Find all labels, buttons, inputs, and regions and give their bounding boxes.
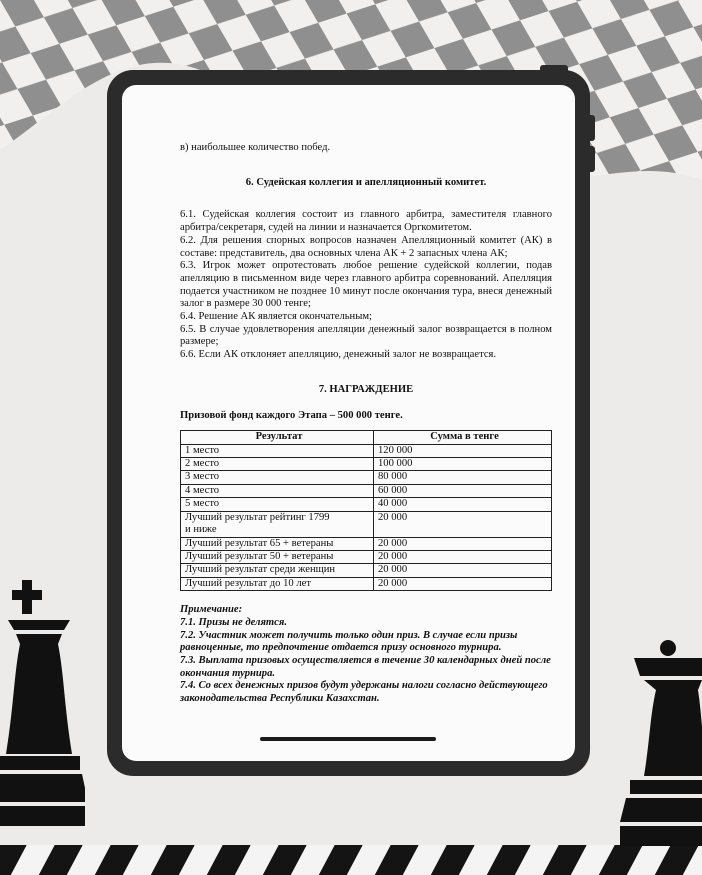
table-row (181, 537, 552, 550)
paragraph-6-4: 6.4. Решение АК является окончательным; (180, 311, 372, 323)
prize-fund-line: Призовой фонд каждого Этапа – 500 000 тенге. (180, 409, 403, 421)
paragraph-6-3: 6.3. Игрок может опротестовать любое решение судейской коллегии, подав апелляцию в письменном виде через главного арбитра соревнований. Апелляция подается участником не позднее 10 минут после окончания тура, внеся денежный залог в размере 30 000 тенге; (180, 260, 552, 310)
result-cell: 4 место (181, 484, 374, 497)
paragraph-6-5: 6.5. В случае удовлетворения апелляции денежный залог возвращается в полном размере; (180, 323, 552, 348)
amount-cell: 60 000 (374, 484, 552, 497)
amount-cell: 100 000 (374, 458, 552, 471)
note-7-3: 7.3. Выплата призовых осуществляется в течение 30 календарных дней после окончания турнира. (180, 654, 551, 679)
amount-cell: 20 000 (374, 550, 552, 563)
amount-cell: 20 000 (374, 564, 552, 577)
result-cell: Лучший результат 65 + ветераны (181, 537, 374, 550)
amount-cell: 20 000 (374, 577, 552, 590)
paragraph-6-1: 6.1. Судейская коллегия состоит из главного арбитра, заместителя главного арбитра/секретаря, судей на линии и назначается Оргкомитетом. (180, 209, 552, 234)
table-row (181, 444, 552, 457)
home-indicator[interactable] (260, 737, 436, 741)
result-cell: Лучший результат до 10 лет (181, 577, 374, 590)
table-row (181, 458, 552, 471)
amount-cell: 20 000 (374, 511, 552, 537)
chess-king-icon (0, 580, 85, 845)
notes-heading: Примечание: (180, 604, 243, 616)
result-cell: 2 место (181, 458, 374, 471)
table-row (181, 577, 552, 590)
result-cell: Лучший результат среди женщин (181, 564, 374, 577)
prize-table (180, 430, 552, 591)
amount-cell: 20 000 (374, 537, 552, 550)
amount-cell: 80 000 (374, 471, 552, 484)
chess-queen-icon (620, 640, 702, 850)
notes-block (180, 604, 552, 706)
note-7-1: 7.1. Призы не делятся. (180, 616, 287, 628)
section-6-title: 6. Судейская коллегия и апелляционный комитет. (245, 176, 487, 188)
result-cell: 1 место (181, 444, 374, 457)
result-cell: 5 место (181, 498, 374, 511)
table-row (181, 484, 552, 497)
amount-cell: 120 000 (374, 444, 552, 457)
result-cell: 3 место (181, 471, 374, 484)
note-7-2: 7.2. Участник может получить только один приз. В случае если призы равноценные, то предпочтение отдается призу основного турнира. (180, 629, 518, 654)
tablet-frame (107, 70, 590, 776)
table-row (181, 550, 552, 563)
amount-cell: 40 000 (374, 498, 552, 511)
tablet-screen (122, 85, 575, 761)
paragraph-6-2: 6.2. Для решения спорных вопросов назначен Апелляционный комитет (АК) в составе: представитель, два основных члена АК + 2 запасных члена АК; (180, 234, 552, 259)
paragraph-6-6: 6.6. Если АК отклоняет апелляцию, денежный залог не возвращается. (180, 349, 497, 361)
document-page (180, 142, 552, 706)
table-row (181, 511, 552, 537)
note-7-4: 7.4. Со всех денежных призов будут удержаны налоги согласно действующего законодательства Республики Казахстан. (180, 680, 548, 705)
header-result: Результат (181, 431, 374, 444)
prize-table-header (181, 431, 552, 444)
result-cell: Лучший результат 50 + ветераны (181, 550, 374, 563)
header-amount: Сумма в тенге (374, 431, 552, 444)
result-cell: Лучший результат рейтинг 1799 и ниже (181, 511, 374, 537)
table-row (181, 498, 552, 511)
table-row (181, 471, 552, 484)
section-7-title: 7. НАГРАЖДЕНИЕ (318, 383, 414, 395)
table-row (181, 564, 552, 577)
intro-line: в) наибольшее количество побед. (180, 142, 331, 153)
